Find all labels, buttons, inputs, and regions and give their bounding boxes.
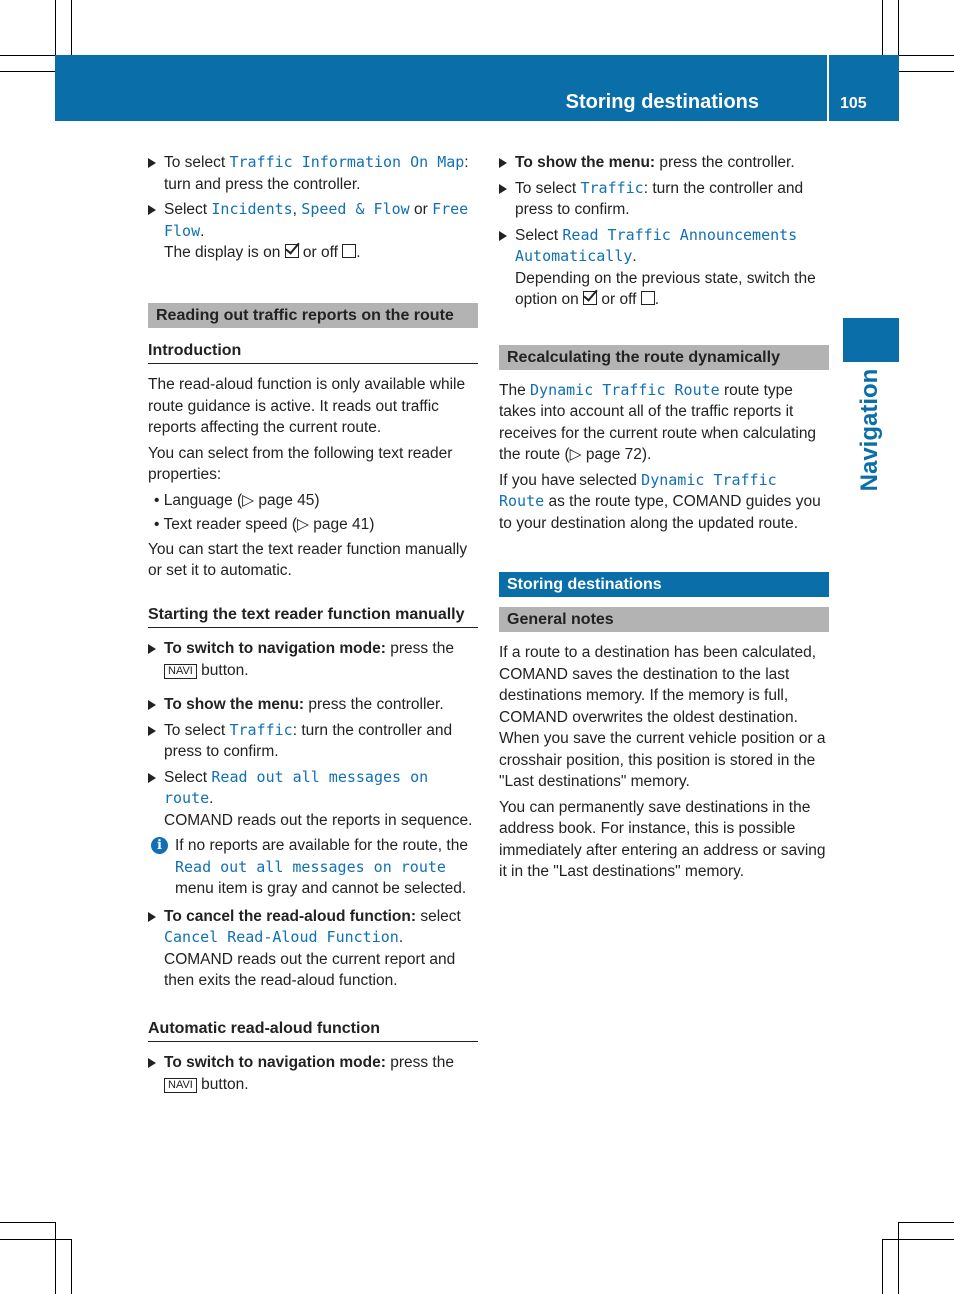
crop-mark	[899, 1222, 954, 1223]
step: Select Incidents, Speed & Flow or Free Flow. The display is on or off .	[148, 199, 478, 264]
crop-mark	[71, 1239, 72, 1294]
step: To select Traffic: turn the controller and press to confirm.	[148, 720, 478, 763]
header-title: Storing destinations	[565, 91, 759, 113]
step: To show the menu: press the controller.	[499, 152, 829, 174]
paragraph: The read-aloud function is only available while route guidance is active. It reads out traffic reports affecting the current route.	[148, 376, 466, 436]
crop-mark	[882, 1239, 883, 1294]
navi-key-icon: NAVI	[164, 1078, 197, 1093]
arrow-icon	[148, 726, 156, 736]
section-heading-blue: Storing destinations	[499, 572, 829, 597]
step: To select Traffic: turn the controller and press to confirm.	[499, 178, 829, 221]
step: To switch to navigation mode: press the NAVI button.	[148, 638, 478, 681]
paragraph: You can permanently save destinations in the address book. For instance, this is possible immediately after entering an address or saving it in the "Last destinations" memory.	[499, 798, 826, 880]
step: To cancel the read-aloud function: select Cancel Read-Aloud Function. COMAND reads out the current report and then exits the read-aloud function.	[148, 906, 478, 992]
crop-mark	[0, 1222, 55, 1223]
info-note: i If no reports are available for the route, the Read out all messages on route menu item is gray and cannot be selected.	[148, 835, 478, 900]
section-heading: Reading out traffic reports on the route	[148, 303, 478, 328]
page-number: 105	[840, 95, 867, 112]
list-item: • Text reader speed (▷ page 41)	[154, 516, 375, 533]
section-heading: Recalculating the route dynamically	[499, 345, 829, 370]
checkbox-checked-icon	[583, 291, 597, 305]
section-heading: General notes	[499, 607, 829, 632]
arrow-icon	[148, 700, 156, 710]
arrow-icon	[148, 1058, 156, 1068]
arrow-icon	[148, 158, 156, 168]
paragraph: If a route to a destination has been calculated, COMAND saves the destination to the last destinations memory. If the memory is full, COMAND overwrites the oldest destination. When you save the current vehicle position or a crosshair position, this position is stored in the "Last destinations" memory.	[499, 644, 826, 790]
crop-mark	[882, 1239, 954, 1240]
side-label: Navigation	[856, 368, 883, 492]
paragraph: The Dynamic Traffic Route route type takes into account all of the traffic reports it receives for the current route when calculating the route (▷ page 72).	[499, 380, 817, 463]
paragraph: You can start the text reader function manually or set it to automatic.	[148, 540, 468, 579]
crop-mark	[899, 55, 954, 56]
crop-mark	[0, 71, 55, 72]
crop-mark	[898, 0, 899, 55]
checkbox-empty-icon	[641, 291, 655, 305]
arrow-icon	[148, 912, 156, 922]
crop-mark	[55, 0, 56, 55]
paragraph: If you have selected Dynamic Traffic Route as the route type, COMAND guides you to your destination along the updated route.	[499, 470, 821, 532]
right-column	[499, 152, 829, 887]
subheading: Automatic read-aloud function	[148, 1018, 478, 1043]
side-tab	[843, 318, 899, 362]
arrow-icon	[148, 205, 156, 215]
arrow-icon	[148, 644, 156, 654]
list-item: • Language (▷ page 45)	[154, 491, 320, 509]
arrow-icon	[499, 184, 507, 194]
crop-mark	[55, 1222, 56, 1294]
step: Select Read out all messages on route. COMAND reads out the reports in sequence.	[148, 767, 478, 832]
crop-mark	[899, 71, 954, 72]
crop-mark	[0, 55, 55, 56]
crop-mark	[898, 1222, 899, 1294]
crop-mark	[0, 1239, 71, 1240]
checkbox-empty-icon	[342, 244, 356, 258]
step: To show the menu: press the controller.	[148, 694, 478, 716]
crop-mark	[882, 0, 883, 55]
arrow-icon	[499, 158, 507, 168]
paragraph: You can select from the following text reader properties:	[148, 444, 453, 483]
page-header	[55, 55, 899, 121]
header-separator	[827, 55, 829, 121]
subheading: Introduction	[148, 340, 478, 365]
arrow-icon	[499, 231, 507, 241]
crop-mark	[71, 0, 72, 55]
arrow-icon	[148, 773, 156, 783]
left-column	[148, 152, 478, 1099]
step: Select Read Traffic Announcements Automatically. Depending on the previous state, switch the option on or off .	[499, 225, 829, 311]
navi-key-icon: NAVI	[164, 664, 197, 679]
step: To switch to navigation mode: press the NAVI button.	[148, 1052, 478, 1095]
step: To select Traffic Information On Map: turn and press the controller.	[148, 152, 478, 195]
subheading: Starting the text reader function manually	[148, 604, 478, 629]
checkbox-checked-icon	[285, 244, 299, 258]
info-icon: i	[151, 837, 168, 854]
